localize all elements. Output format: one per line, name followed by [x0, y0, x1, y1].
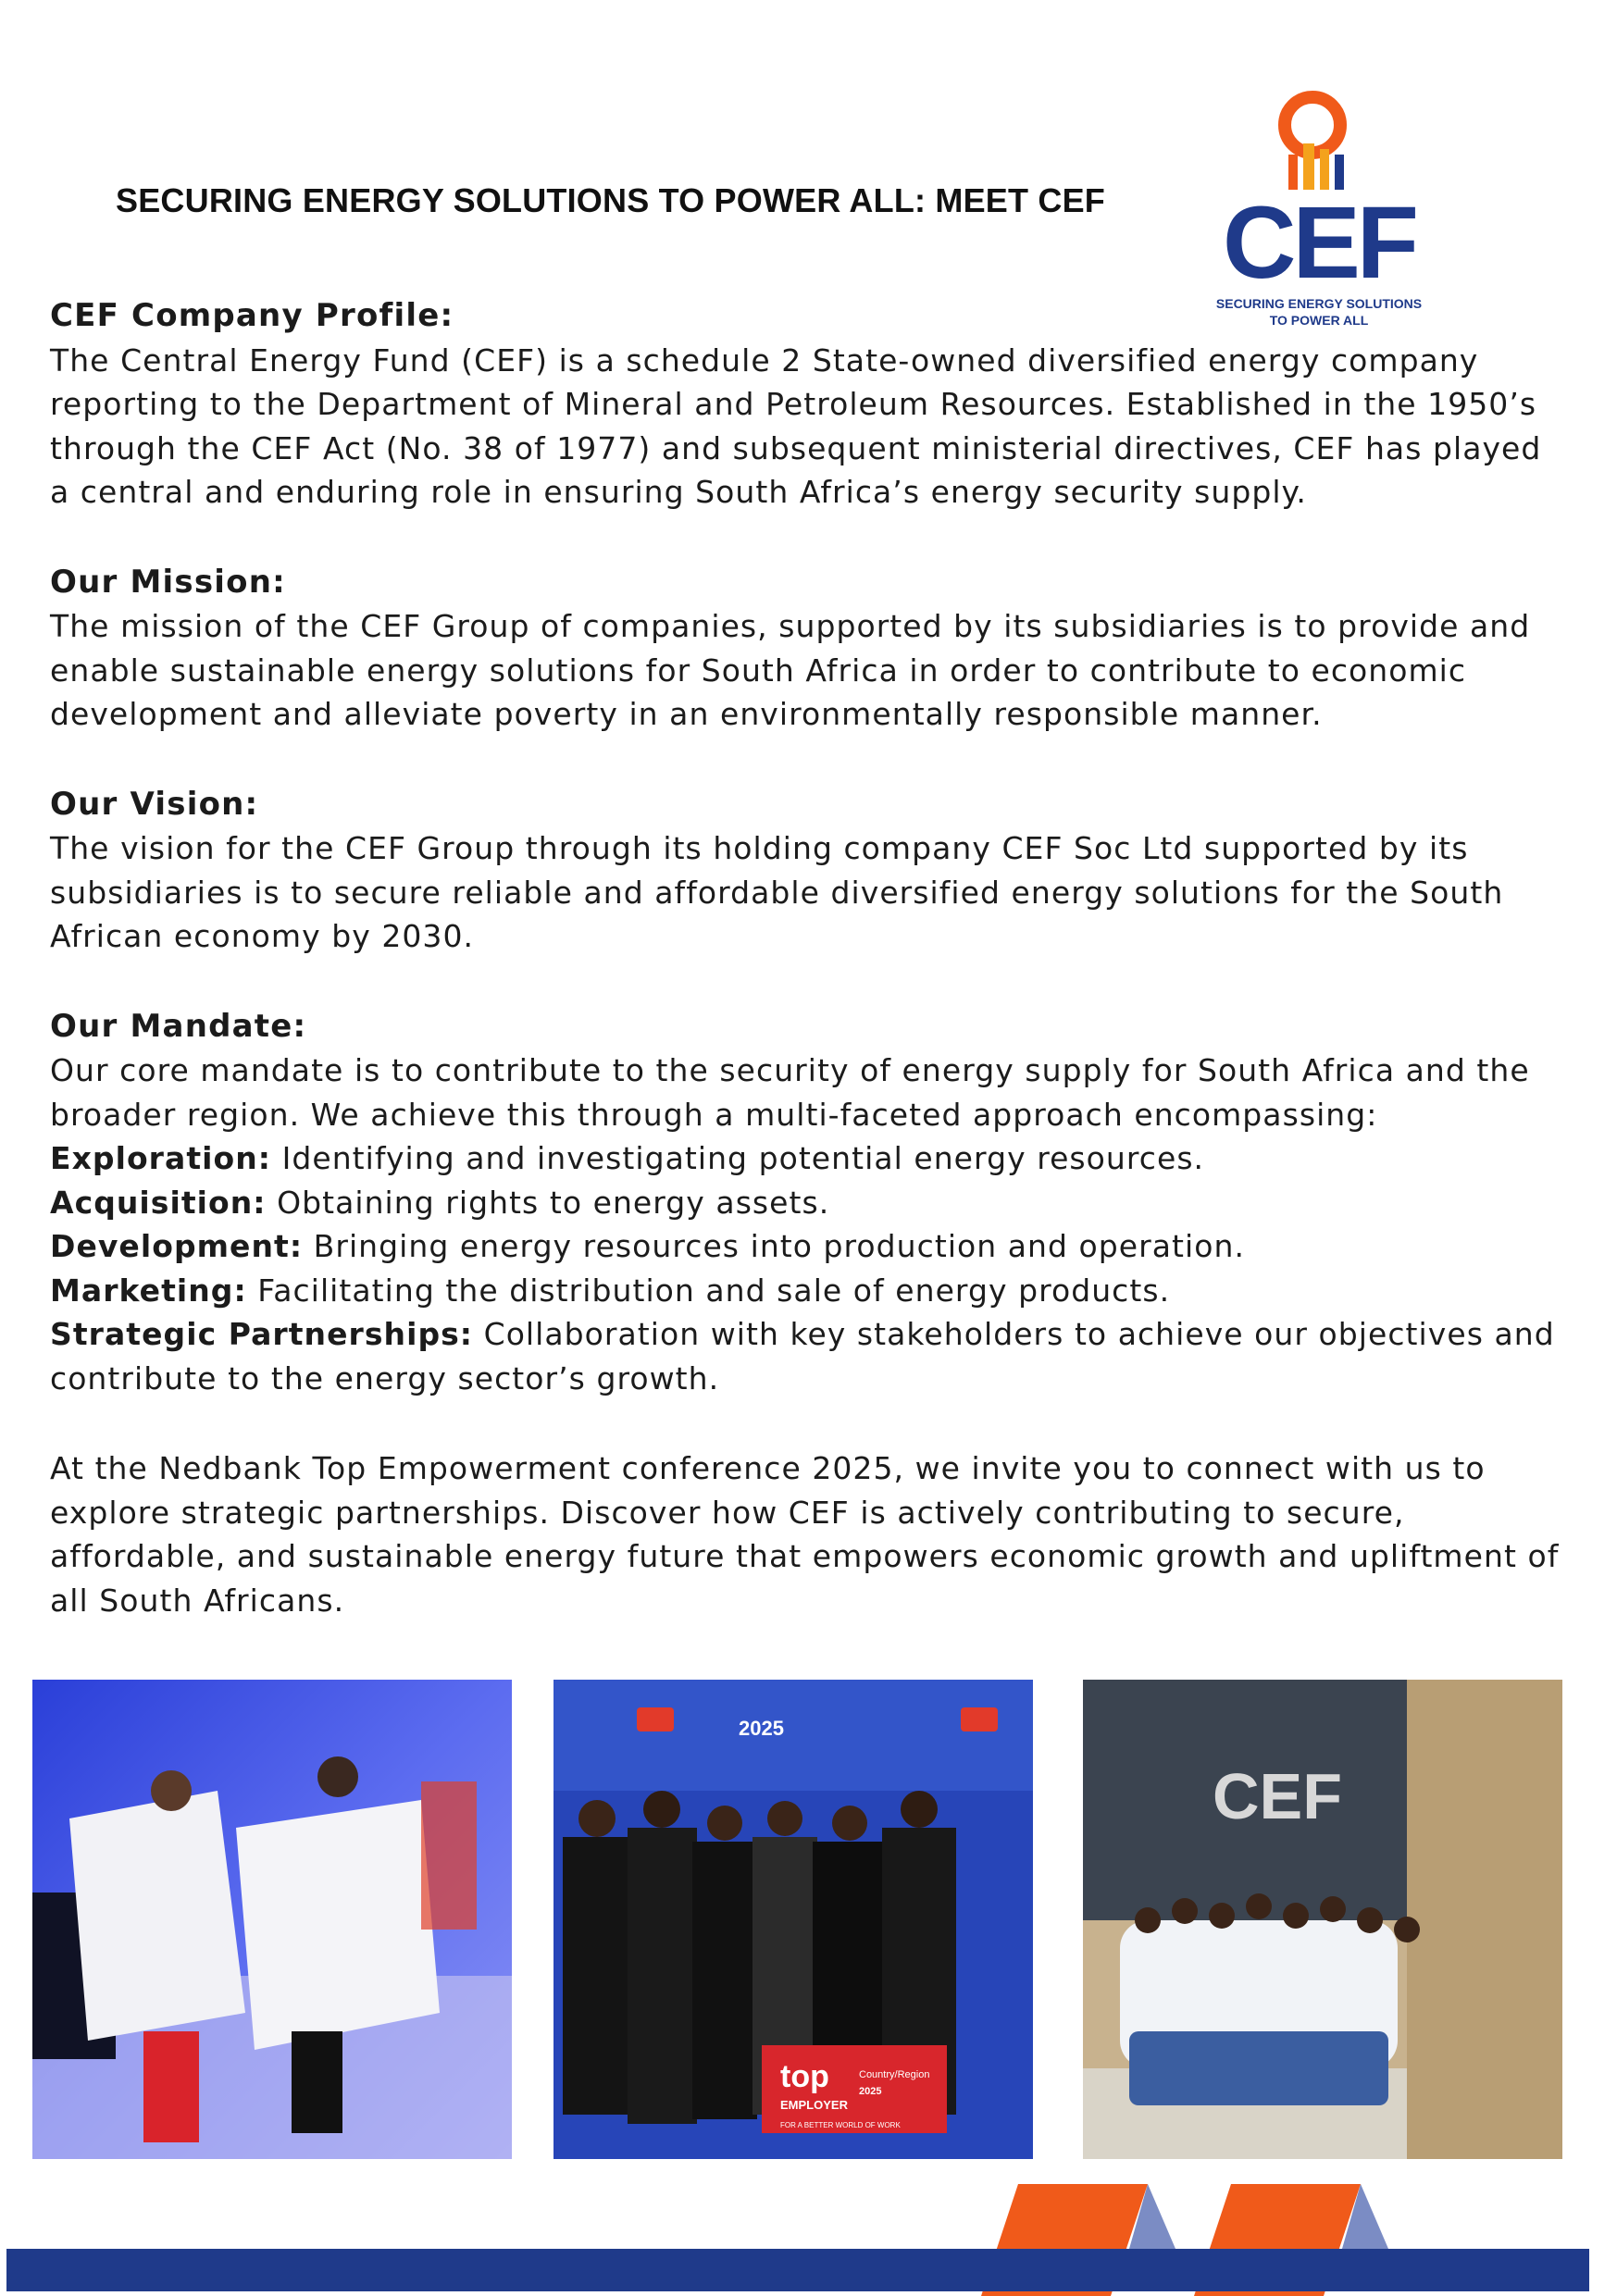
mandate-term: Marketing: [50, 1272, 247, 1309]
main-content [50, 294, 1568, 1669]
page-title: SECURING ENERGY SOLUTIONS TO POWER ALL: MEET CEF [116, 181, 1105, 219]
photo-gallery [32, 1680, 1560, 2161]
mandate-intro: Our core mandate is to contribute to the security of energy supply for South Africa and the broader region. We achieve this through a multi-faceted approach encompassing: [50, 1052, 1530, 1133]
mission-section [50, 561, 1568, 737]
closing-section [50, 1446, 1568, 1622]
photo-flags [32, 1680, 512, 2159]
mandate-term: Exploration: [50, 1140, 272, 1176]
mandate-heading: Our Mandate: [50, 1007, 307, 1045]
profile-body: The Central Energy Fund (CEF) is a schedule 2 State-owned diversified energy company reporting to the Department of Mineral and Petroleum Resources. Established in the 1950’s through the CEF Act (No. 38 of 1977) and subsequent ministerial directives, CEF has played a central and enduring role in ensuring South Africa’s energy security supply. [50, 341, 1542, 510]
svg-text:CEF: CEF [1213, 1760, 1342, 1832]
mandate-item [50, 1312, 1568, 1400]
mandate-term: Development: [50, 1228, 304, 1264]
photo-team-building [1083, 1680, 1562, 2159]
mandate-term: Acquisition: [50, 1184, 267, 1221]
profile-heading: CEF Company Profile: [50, 297, 454, 334]
vision-heading: Our Vision: [50, 785, 259, 823]
svg-text:top: top [780, 2059, 829, 2094]
mandate-section [50, 1005, 1568, 1401]
mandate-item [50, 1136, 1568, 1181]
svg-text:2025: 2025 [739, 1717, 784, 1740]
svg-text:Country/Region: Country/Region [859, 2069, 930, 2080]
mandate-item [50, 1181, 1568, 1225]
mission-body: The mission of the CEF Group of companies, supported by its subsidiaries is to provide and enable sustainable energy solutions for South Africa in order to contribute to economic development and alleviate poverty in an environmentally responsible manner. [50, 608, 1531, 732]
vision-section [50, 783, 1568, 959]
svg-text:FOR A BETTER WORLD OF WORK: FOR A BETTER WORLD OF WORK [780, 2121, 901, 2129]
mandate-item [50, 1224, 1568, 1269]
mandate-text: Collaboration with key stakeholders to achieve our objectives and contribute to the energy sector’s growth. [50, 1316, 1555, 1396]
mandate-text: Bringing energy resources into production and operation. [303, 1228, 1245, 1264]
svg-text:CEF: CEF [1223, 186, 1415, 300]
mandate-term: Strategic Partnerships: [50, 1316, 474, 1352]
mandate-text: Facilitating the distribution and sale of energy products. [246, 1272, 1171, 1309]
svg-text:SECURING ENERGY SOLUTIONS: SECURING ENERGY SOLUTIONS [1215, 296, 1423, 311]
mandate-text: Identifying and investigating potential energy resources. [271, 1140, 1205, 1176]
mandate-item [50, 1269, 1568, 1313]
photo-top-employer [554, 1680, 1033, 2159]
mission-heading: Our Mission: [50, 563, 286, 601]
footer-bar [6, 2249, 1589, 2291]
mandate-text: Obtaining rights to energy assets. [266, 1184, 830, 1221]
svg-text:2025: 2025 [859, 2086, 882, 2097]
svg-text:EMPLOYER: EMPLOYER [780, 2098, 848, 2112]
vision-body: The vision for the CEF Group through its holding company CEF Soc Ltd supported by its subsidiaries is to secure reliable and affordable diversified energy solutions for the South African economy by 2030. [50, 830, 1504, 954]
svg-text:TO POWER ALL: TO POWER ALL [1269, 313, 1369, 328]
profile-section [50, 294, 1568, 515]
closing-body: At the Nedbank Top Empowerment conference 2025, we invite you to connect with us to explore strategic partnerships. Discover how CEF is actively contributing to secure, affordable, and sustainable energy future that empowers economic growth and upliftment of all South Africans. [50, 1450, 1560, 1619]
